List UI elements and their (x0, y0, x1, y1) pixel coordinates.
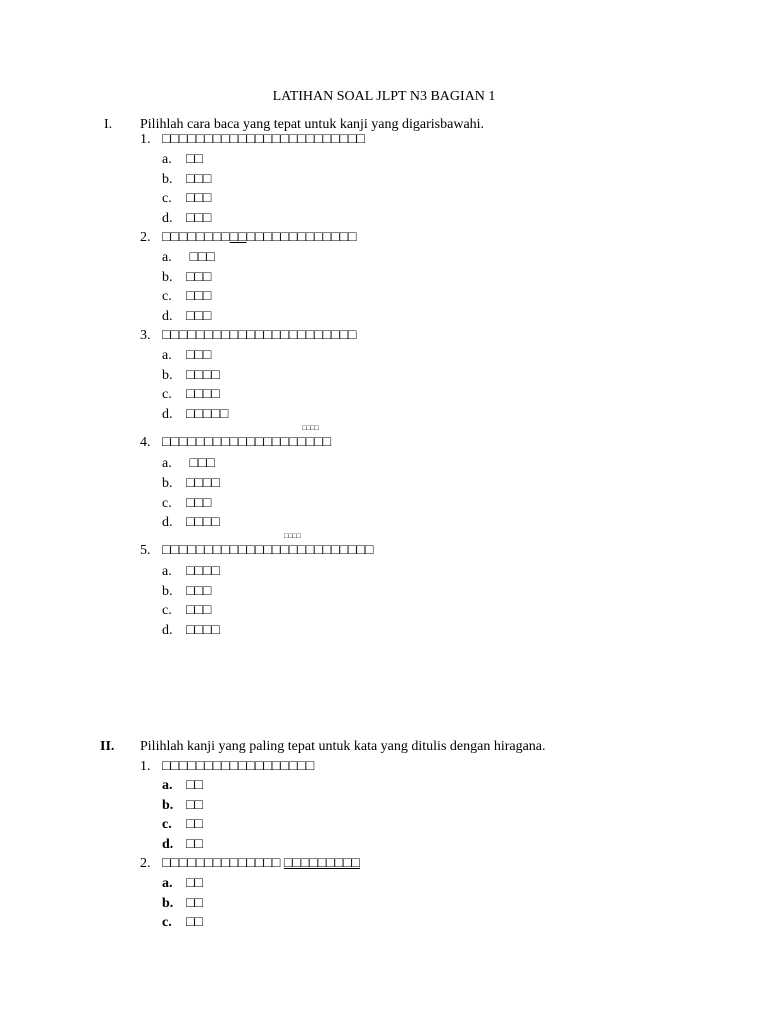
option-1-2-d: d. □□□ (162, 309, 212, 324)
option-1-5-b: b. □□□ (162, 584, 212, 599)
question-text: □□□□□□□□□□□□□□□□□□□□□□□ (162, 328, 357, 343)
option-1-4-b: b. □□□□ (162, 476, 220, 491)
option-2-2-c: c. □□ (162, 915, 203, 930)
question-number: 1. (140, 759, 151, 774)
question-1-2: 2. □□□□□□□□□□□□□□□□□□□□□□□ (140, 228, 357, 248)
option-2-1-a: a. □□ (162, 778, 203, 793)
section-2-instruction: Pilihlah kanji yang paling tepat untuk kata yang ditulis dengan hiragana. (140, 739, 546, 754)
option-2-1-d: d. □□ (162, 837, 203, 852)
option-1-3-a: a. □□□ (162, 348, 212, 363)
section-2-number: II. (100, 739, 115, 754)
option-1-4-c: c. □□□ (162, 496, 212, 511)
underlined-kanji: □□ (229, 230, 247, 245)
question-number: 5. (140, 543, 151, 558)
underlined-hiragana: □□□□□□□□□ (283, 856, 360, 871)
question-1-1 (140, 130, 365, 150)
option-1-4-a: a. □□□ (162, 456, 215, 471)
option-1-5-a: a. □□□□ (162, 564, 220, 579)
question-text: □□□□□□□□□□□□□□□□□□□□□□□□ (162, 132, 365, 147)
option-1-1-c: c. □□□ (162, 191, 212, 206)
furigana: □□□□ (302, 424, 319, 432)
option-1-3-c: c. □□□□ (162, 387, 220, 402)
option-2-1-c: c. □□ (162, 817, 203, 832)
question-number: 1. (140, 132, 151, 147)
option-2-1-b: b. □□ (162, 798, 203, 813)
option-1-5-c: c. □□□ (162, 603, 212, 618)
option-1-1-d: d. □□□ (162, 211, 212, 226)
question-1-3 (140, 326, 357, 346)
furigana: □□□□ (284, 532, 301, 540)
question-2-2: 2. □□□□□□□□□□□□□□ □□□□□□□□□ (140, 854, 360, 874)
option-2-2-a: a. □□ (162, 876, 203, 891)
question-number: 3. (140, 328, 151, 343)
option-1-3-b: b. □□□□ (162, 368, 220, 383)
question-number: 4. (140, 435, 151, 450)
document-title: LATIHAN SOAL JLPT N3 BAGIAN 1 (272, 89, 496, 104)
question-text: □□□□□□□□□□□□□□□□□□□□ (162, 435, 332, 450)
option-1-1-a: a. □□ (162, 152, 203, 167)
question-2-1 (140, 757, 314, 777)
question-text: □□□□□□□□□□□□□□□□□□□□□□□□□ (162, 543, 374, 558)
section-1-instruction: Pilihlah cara baca yang tepat untuk kanji yang digarisbawahi. (140, 117, 485, 132)
option-1-1-b: b. □□□ (162, 172, 212, 187)
question-1-4 (140, 433, 331, 453)
question-1-5 (140, 541, 373, 561)
option-1-3-d: d. □□□□□ (162, 407, 229, 422)
question-number: 2. (140, 230, 151, 245)
option-1-2-b: b. □□□ (162, 270, 212, 285)
section-1-number: I. (104, 117, 113, 132)
option-2-2-b: b. □□ (162, 896, 203, 911)
option-1-2-c: c. □□□ (162, 289, 212, 304)
option-1-4-d: d. □□□□ (162, 515, 220, 530)
question-text: □□□□□□□□□□□□□□□□□□ (162, 759, 315, 774)
option-1-2-a: a. □□□ (162, 250, 215, 265)
question-number: 2. (140, 856, 151, 871)
option-1-5-d: d. □□□□ (162, 623, 220, 638)
